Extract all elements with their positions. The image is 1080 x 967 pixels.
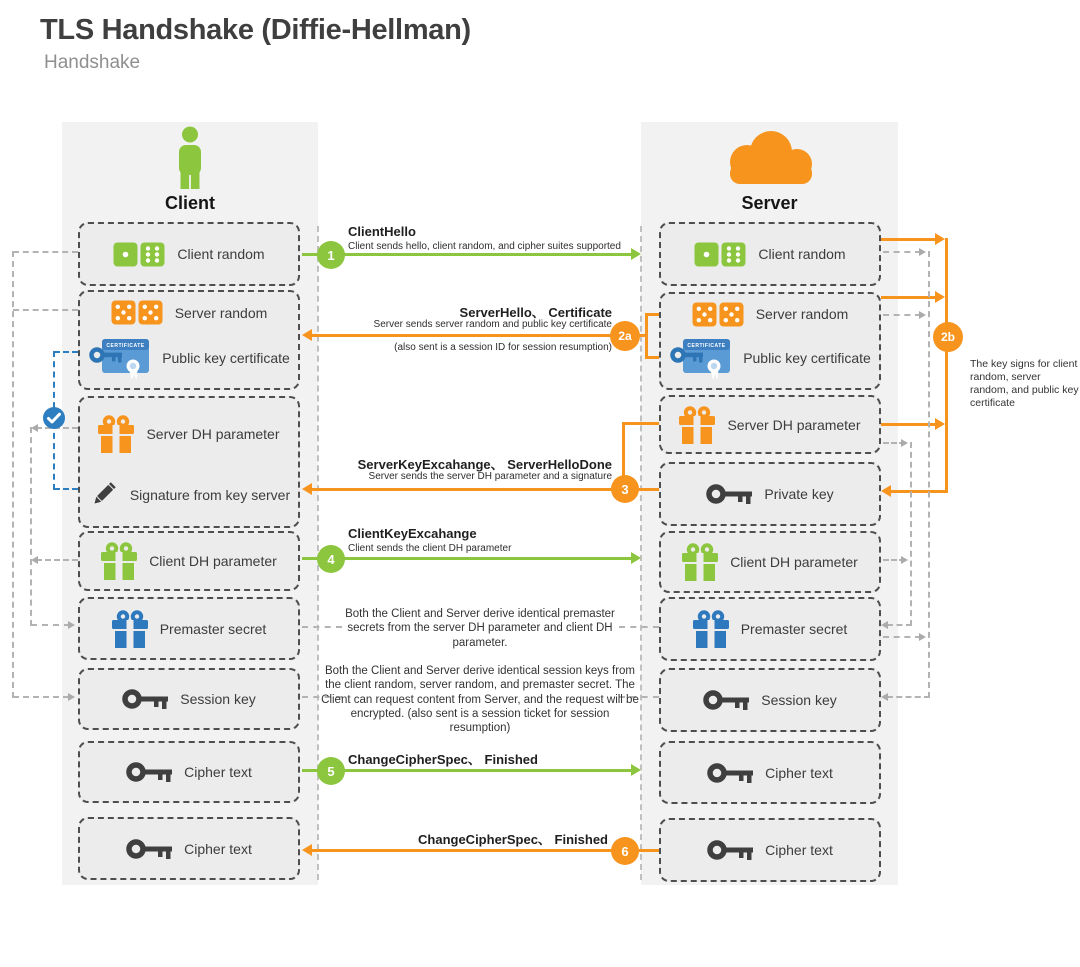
box-label: Server random — [755, 306, 849, 323]
arrow-6-line — [306, 849, 659, 852]
pencil-icon — [88, 480, 118, 510]
arrow-2a-head — [302, 329, 312, 341]
gift-icon — [101, 542, 137, 580]
box-label: Premaster secret — [159, 620, 267, 637]
arrow-1-line — [302, 253, 634, 256]
arrow-2a-line — [306, 334, 647, 337]
certificate-icon — [88, 336, 150, 380]
box-label: Public key certificate — [743, 350, 871, 367]
derive-right-vertical-premaster — [910, 442, 912, 626]
server-box-server-dh — [659, 395, 881, 454]
arrow-3-head — [302, 483, 312, 495]
derive-head-server-dh-right — [901, 439, 908, 447]
server-box-premaster — [659, 597, 881, 661]
client-box-client-random — [78, 222, 300, 286]
certificate-text: CERTIFICATE — [106, 342, 145, 349]
gift-icon — [693, 610, 729, 648]
derive-line-into-premaster-right — [887, 624, 912, 626]
gift-icon — [112, 610, 148, 648]
server-box-session-key — [659, 668, 881, 732]
derive-line-into-session-right — [887, 696, 930, 698]
gift-icon — [98, 415, 134, 453]
cloud-icon — [713, 126, 825, 195]
server-box-client-random — [659, 222, 881, 286]
certificate-text: CERTIFICATE — [687, 343, 726, 350]
box-label: Client random — [758, 246, 846, 262]
derive-line-server-random-left — [13, 309, 78, 311]
verify-line-bottom — [54, 488, 78, 490]
page-subtitle: Handshake — [44, 52, 141, 73]
box-label: Premaster secret — [740, 621, 848, 637]
arrow-4-line — [302, 557, 634, 560]
sign-head-client-random — [935, 233, 945, 245]
derive-head-server-dh-left — [31, 424, 38, 432]
client-box-premaster — [78, 597, 300, 660]
client-box-server-random-cert — [78, 290, 300, 390]
key-icon — [707, 760, 753, 786]
box-label: Server random — [174, 304, 268, 321]
key-icon — [703, 687, 749, 713]
derive-head-into-session-left — [68, 693, 75, 701]
arrow-4-head — [631, 552, 641, 564]
client-box-session-key — [78, 668, 300, 730]
derive-head-into-premaster-right — [881, 621, 888, 629]
verified-check-icon — [42, 406, 66, 435]
person-icon — [167, 126, 213, 197]
derive-right-vertical-session — [928, 251, 930, 698]
derive-head-client-random-right — [919, 248, 926, 256]
certificate-icon — [669, 336, 731, 380]
dice-icon — [113, 242, 165, 267]
key-icon — [706, 481, 752, 507]
client-label: Client — [164, 193, 215, 213]
arrow-2a-bracket-top — [645, 313, 659, 316]
sign-line-client-random — [881, 238, 938, 241]
derive-line-into-session-left — [13, 696, 69, 698]
box-label: Cipher text — [765, 842, 833, 858]
derive-line-server-random-right — [883, 314, 921, 316]
message-3-title: ServerKeyExcahange、 ServerHelloDone — [357, 457, 612, 472]
message-1-title: ClientHello — [348, 224, 416, 239]
sign-vertical-line — [945, 238, 948, 493]
client-box-client-dh — [78, 531, 300, 591]
premaster-derivation-note: Both the Client and Server derive identical premaster secrets from the server DH parameter and client DH parameter. — [345, 608, 615, 649]
dice-icon — [111, 300, 163, 325]
server-box-cipher-text-2 — [659, 818, 881, 882]
server-label: Server — [741, 193, 798, 213]
sign-head-server-random — [935, 291, 945, 303]
server-box-private-key — [659, 462, 881, 526]
server-box-client-dh — [659, 531, 881, 593]
client-box-cipher-text-2 — [78, 817, 300, 880]
derive-left-vertical-premaster — [30, 427, 32, 626]
derive-line-into-premaster-left — [31, 624, 70, 626]
box-label: Public key certificate — [162, 349, 290, 366]
dice-icon — [694, 242, 746, 267]
arrow-5-head — [631, 764, 641, 776]
derive-line-premaster-right — [883, 636, 921, 638]
step-1-badge: 1 — [317, 241, 345, 269]
box-label: Client DH parameter — [730, 554, 858, 570]
message-6-title: ChangeCipherSpec、 Finished — [418, 832, 608, 847]
client-box-server-dh-signature — [78, 396, 300, 528]
arrow-2a-bracket-bottom — [645, 356, 659, 359]
message-3-desc: Server sends the server DH parameter and a signature — [368, 471, 612, 482]
key-icon — [126, 759, 172, 785]
dice-icon — [692, 302, 744, 327]
verify-line-top — [54, 351, 78, 353]
sign-line-private-key — [891, 490, 946, 493]
derive-line-client-random-left — [13, 251, 78, 253]
message-5-title: ChangeCipherSpec、 Finished — [348, 752, 538, 767]
server-box-cipher-text-1 — [659, 741, 881, 804]
message-4-title: ClientKeyExcahange — [348, 526, 477, 541]
box-label: Signature from key server — [129, 486, 291, 503]
gift-icon — [682, 543, 718, 581]
message-1-desc: Client sends hello, client random, and cipher suites supported — [348, 241, 621, 252]
arrow-6-head — [302, 844, 312, 856]
derive-head-client-dh-right — [901, 556, 908, 564]
arrow-5-line — [302, 769, 634, 772]
key-icon — [126, 836, 172, 862]
key-icon — [707, 837, 753, 863]
derive-left-vertical-session — [12, 251, 14, 698]
arrow-1-head — [631, 248, 641, 260]
box-label: Private key — [764, 486, 834, 502]
derive-head-into-session-right — [881, 693, 888, 701]
sign-head-private-key — [881, 485, 891, 497]
step-2b-badge: 2b — [933, 322, 963, 352]
derive-head-client-dh-left — [31, 556, 38, 564]
derive-line-client-dh-left — [36, 559, 78, 561]
derive-head-premaster-right — [919, 633, 926, 641]
message-2a-note: (also sent is a session ID for session resumption) — [394, 342, 612, 353]
key-icon — [122, 686, 168, 712]
box-label: Session key — [761, 692, 837, 708]
box-label: Client DH parameter — [149, 553, 277, 569]
box-label: Session key — [180, 691, 256, 707]
derive-head-into-premaster-left — [68, 621, 75, 629]
sign-head-server-dh — [935, 418, 945, 430]
message-4-desc: Client sends the client DH parameter — [348, 543, 512, 554]
server-box-server-random-cert — [659, 292, 881, 390]
page-title: TLS Handshake (Diffie-Hellman) — [40, 14, 471, 46]
box-label: Server DH parameter — [146, 425, 280, 442]
message-2a-title: ServerHello、 Certificate — [459, 305, 612, 320]
box-label: Server DH parameter — [727, 416, 861, 433]
step-6-badge: 6 — [611, 837, 639, 865]
box-label: Cipher text — [184, 764, 252, 780]
box-label: Client random — [177, 246, 265, 262]
gift-icon — [679, 406, 715, 444]
step-5-badge: 5 — [317, 757, 345, 785]
derive-head-server-random-right — [919, 311, 926, 319]
step-4-badge: 4 — [317, 545, 345, 573]
message-2b-note: The key signs for client random, server random, and public key certificate — [970, 358, 1079, 410]
arrow-3-line — [306, 488, 659, 491]
derive-line-client-random-right — [883, 251, 921, 253]
client-box-cipher-text-1 — [78, 741, 300, 803]
session-key-derivation-note: Both the Client and Server derive identical session keys from the client random, server random, and premaster secret. The Client can request content from Server, and the request will be encrypted. (also sent is a session ticket for session resumption) — [321, 665, 639, 734]
box-label: Cipher text — [765, 764, 833, 781]
message-2a-desc: Server sends server random and public key certificate — [373, 319, 612, 330]
step-2a-badge: 2a — [610, 321, 640, 351]
arrow-3-elbow-top — [622, 422, 659, 425]
box-label: Cipher text — [184, 840, 252, 857]
step-3-badge: 3 — [611, 475, 639, 503]
